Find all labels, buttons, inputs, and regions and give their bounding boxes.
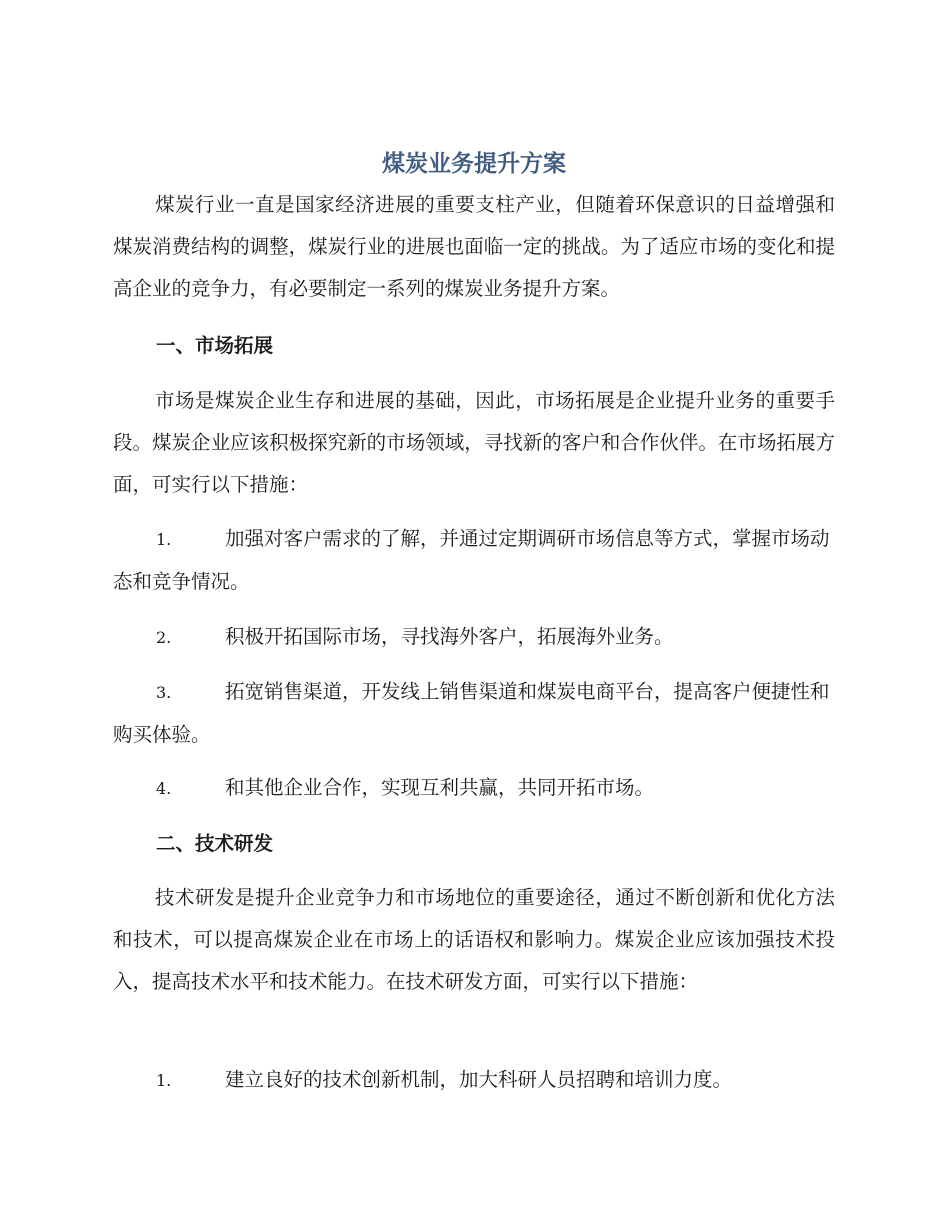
- list-item-number: 2.: [156, 628, 172, 647]
- list-item: [113, 616, 835, 659]
- list-item-number: 3.: [156, 683, 172, 702]
- list-item-number: 1.: [156, 530, 172, 549]
- list-item: [113, 518, 835, 603]
- list-item-text: 积极开拓国际市场，寻找海外客户，拓展海外业务。: [225, 625, 674, 648]
- section-heading-tech: 二、技术研发: [156, 832, 274, 855]
- list-item-text: 加强对客户需求的了解，并通过定期调研市场信息等方式，掌握市场动态和竞争情况。: [113, 527, 830, 593]
- list-item: [113, 1059, 835, 1102]
- list-item-text: 和其他企业合作，实现互利共赢，共同开拓市场。: [225, 776, 655, 799]
- section-body-tech: 技术研发是提升企业竞争力和市场地位的重要途径，通过不断创新和优化方法和技术，可以提高煤炭企业在市场上的话语权和影响力。煤炭企业应该加强技术投入，提高技术水平和技术能力。在技术研发方面，可实行以下措施：: [113, 886, 835, 993]
- document-title: 煤炭业务提升方案: [382, 151, 566, 177]
- list-item: [113, 671, 835, 756]
- list-item-number: 1.: [156, 1071, 172, 1090]
- section-body-market: 市场是煤炭企业生存和进展的基础，因此，市场拓展是企业提升业务的重要手段。煤炭企业应该积极探究新的市场领域，寻找新的客户和合作伙伴。在市场拓展方面，可实行以下措施：: [113, 389, 835, 496]
- intro-paragraph: 煤炭行业一直是国家经济进展的重要支柱产业，但随着环保意识的日益增强和煤炭消费结构的调整，煤炭行业的进展也面临一定的挑战。为了适应市场的变化和提高企业的竞争力，有必要制定一系列的煤炭业务提升方案。: [113, 193, 835, 300]
- list-item-text: 拓宽销售渠道，开发线上销售渠道和煤炭电商平台，提高客户便捷性和购买体验。: [113, 680, 830, 746]
- list-item: [113, 767, 835, 810]
- list-item-text: 建立良好的技术创新机制，加大科研人员招聘和培训力度。: [225, 1068, 733, 1091]
- list-item-number: 4.: [156, 779, 172, 798]
- section-heading-market: 一、市场拓展: [156, 334, 274, 357]
